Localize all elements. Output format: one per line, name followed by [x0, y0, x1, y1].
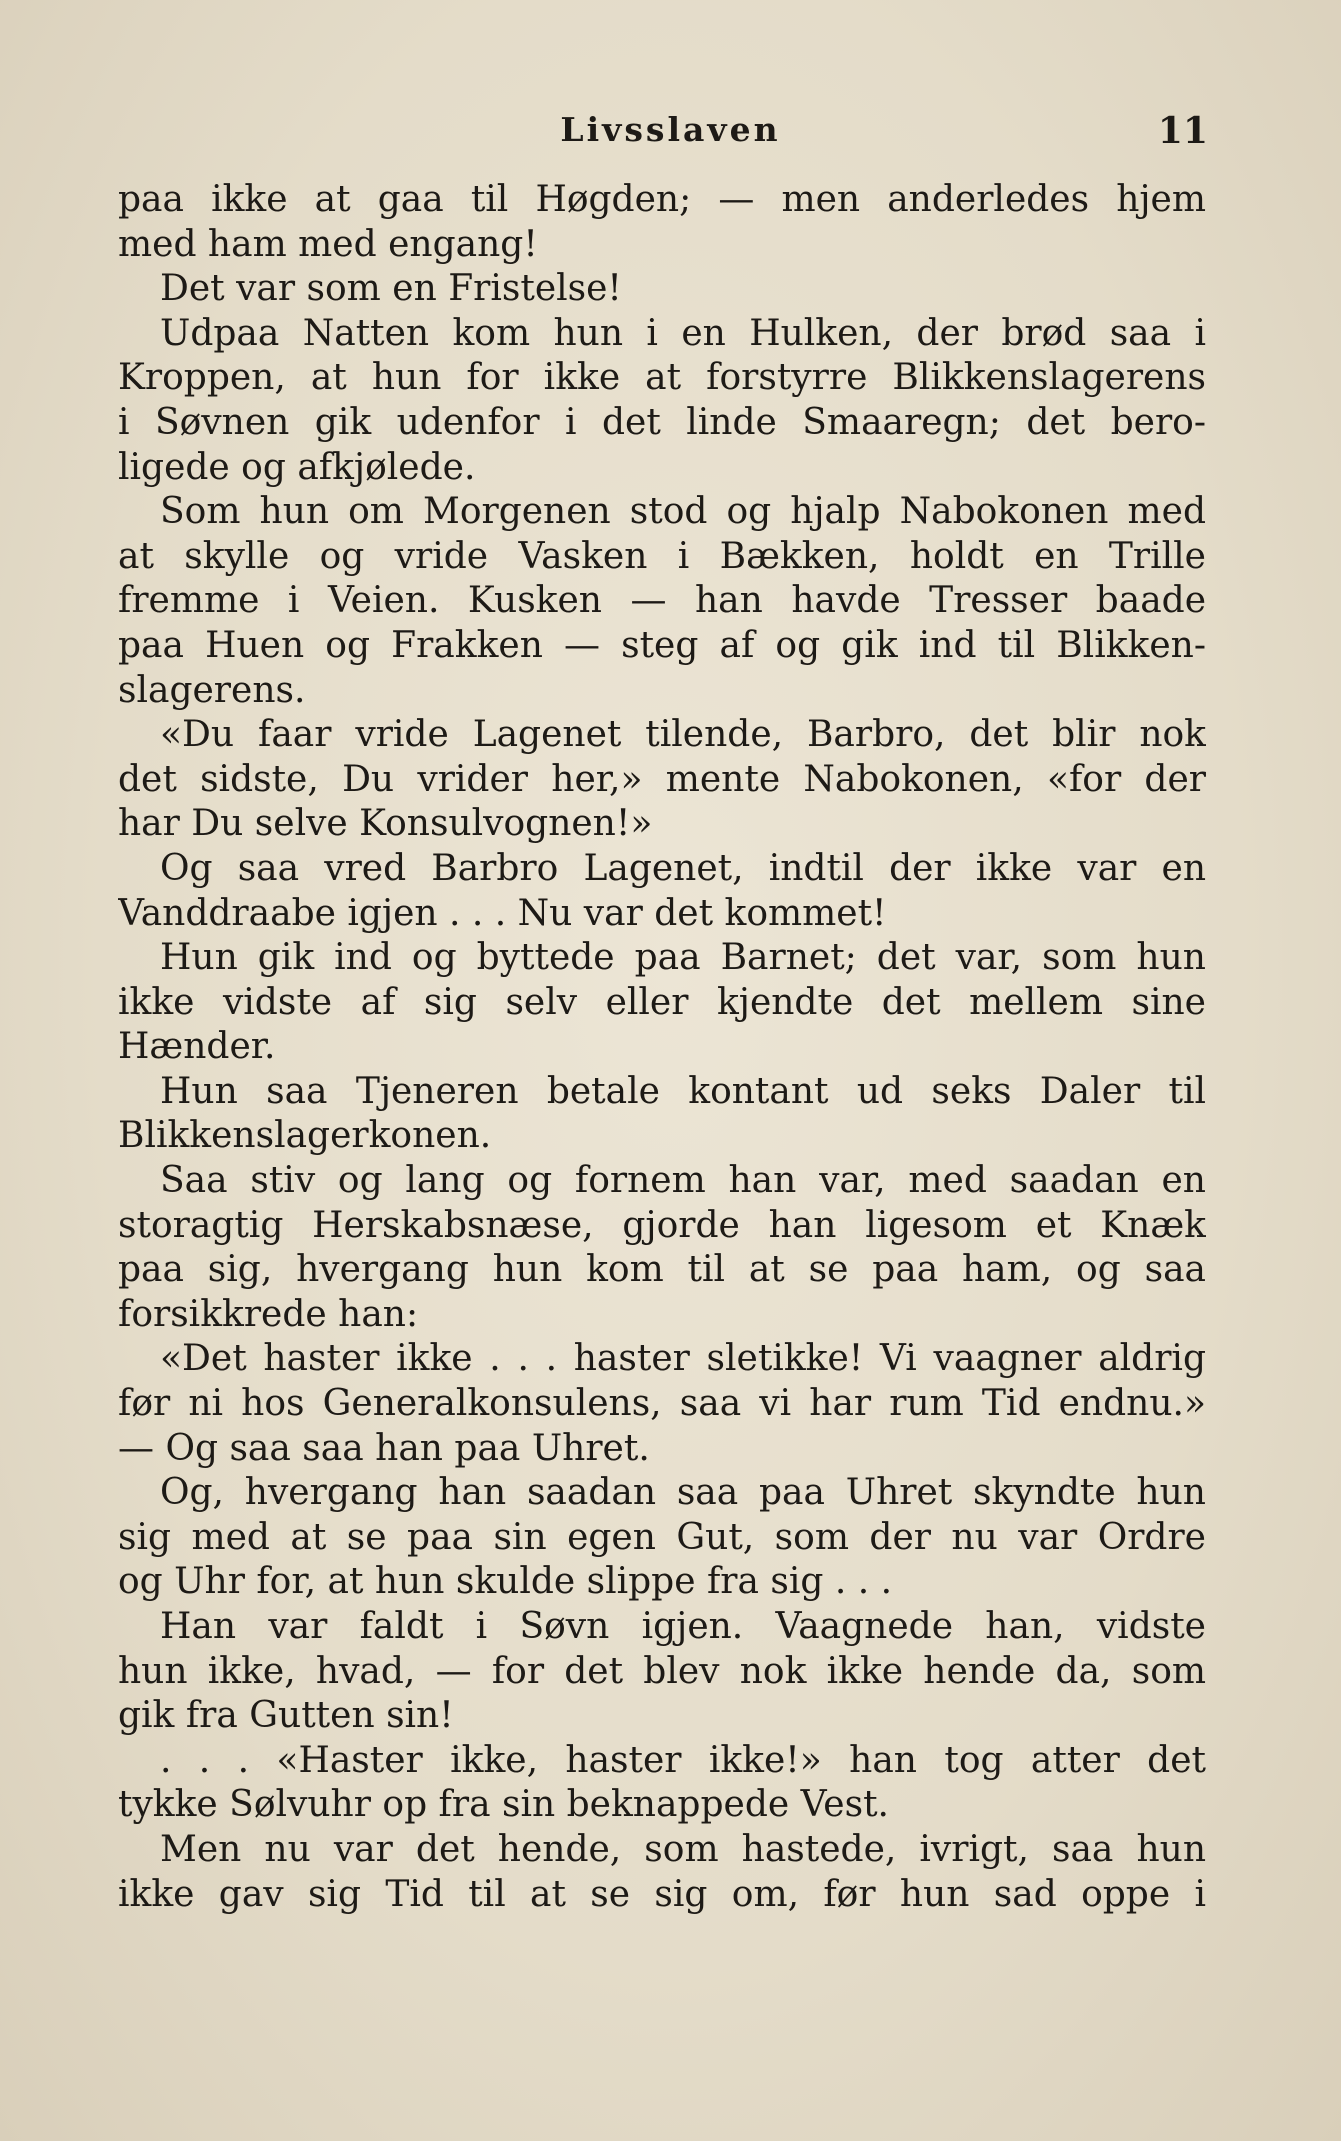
text-line: sig med at se paa sin egen Gut, som der nu var Ordre — [118, 1516, 1206, 1558]
text-line: Hun saa Tjeneren betale kontant ud seks Daler til — [160, 1070, 1206, 1112]
text-line: Som hun om Morgenen stod og hjalp Nabokonen med — [160, 491, 1206, 533]
text-line: tykke Sølvuhr op fra sin beknappede Vest. — [118, 1784, 889, 1826]
text-line: hun ikke, hvad, — for det blev nok ikke hende da, som — [118, 1650, 1206, 1692]
body-text — [118, 178, 1206, 1917]
text-line: Og, hvergang han saadan saa paa Uhret skyndte hun — [160, 1472, 1206, 1514]
text-line: Men nu var det hende, som hastede, ivrigt, saa hun — [160, 1828, 1206, 1870]
text-line: gik fra Gutten sin! — [118, 1695, 454, 1737]
text-line: Saa stiv og lang og fornem han var, med saadan en — [160, 1160, 1206, 1202]
text-line: før ni hos Generalkonsulens, saa vi har rum Tid endnu.» — [118, 1383, 1206, 1425]
page-number: 11 — [1157, 110, 1208, 152]
text-line: ligede og afkjølede. — [118, 446, 476, 488]
text-line: fremme i Veien. Kusken — han havde Tresser baade — [118, 580, 1206, 622]
text-line: forsikkrede han: — [118, 1293, 419, 1335]
text-line: Han var faldt i Søvn igjen. Vaagnede han, vidste — [160, 1606, 1206, 1647]
text-line: . . . «Haster ikke, haster ikke!» han tog atter det — [160, 1739, 1206, 1781]
text-line: Hun gik ind og byttede paa Barnet; det var, som hun — [160, 937, 1206, 979]
text-line: Vanddraabe igjen . . . Nu var det kommet! — [118, 892, 887, 934]
text-line: paa sig, hvergang hun kom til at se paa ham, og saa — [118, 1249, 1206, 1291]
text-line: — Og saa saa han paa Uhret. — [118, 1427, 650, 1469]
text-line: med ham med engang! — [118, 223, 538, 265]
text-line: ikke gav sig Tid til at se sig om, før hun sad oppe i — [118, 1873, 1206, 1915]
chapter-title: Livsslaven — [560, 110, 781, 149]
text-line: at skylle og vride Vasken i Bækken, holdt en Trille — [118, 535, 1206, 577]
text-line: «Det haster ikke . . . haster sletikke! Vi vaagner aldrig — [160, 1338, 1206, 1380]
text-line: i Søvnen gik udenfor i det linde Smaaregn; det bero- — [118, 401, 1206, 443]
running-head — [0, 110, 1341, 154]
text-line: Hænder. — [118, 1026, 276, 1068]
text-line: «Du faar vride Lagenet tilende, Barbro, det blir nok — [160, 714, 1206, 756]
text-line: Kroppen, at hun for ikke at forstyrre Blikkenslagerens — [118, 357, 1206, 399]
text-line: paa ikke at gaa til Høgden; — men anderledes hjem — [118, 179, 1206, 220]
text-line: Det var som en Fristelse! — [160, 268, 622, 310]
text-line: har Du selve Konsulvognen!» — [118, 803, 653, 845]
text-line: og Uhr for, at hun skulde slippe fra sig . . . — [118, 1561, 893, 1603]
text-line: ikke vidste af sig selv eller kjendte det mellem sine — [118, 981, 1206, 1023]
text-line: Udpaa Natten kom hun i en Hulken, der brød saa i — [160, 312, 1206, 354]
text-line: Blikkenslagerkonen. — [118, 1115, 492, 1157]
text-line: slagerens. — [118, 669, 306, 711]
text-line: det sidste, Du vrider her,» mente Nabokonen, «for der — [118, 758, 1206, 800]
text-line: storagtig Herskabsnæse, gjorde han ligesom et Knæk — [118, 1204, 1206, 1246]
text-line: paa Huen og Frakken — steg af og gik ind til Blikken- — [118, 624, 1206, 666]
text-line: Og saa vred Barbro Lagenet, indtil der ikke var en — [160, 847, 1206, 889]
